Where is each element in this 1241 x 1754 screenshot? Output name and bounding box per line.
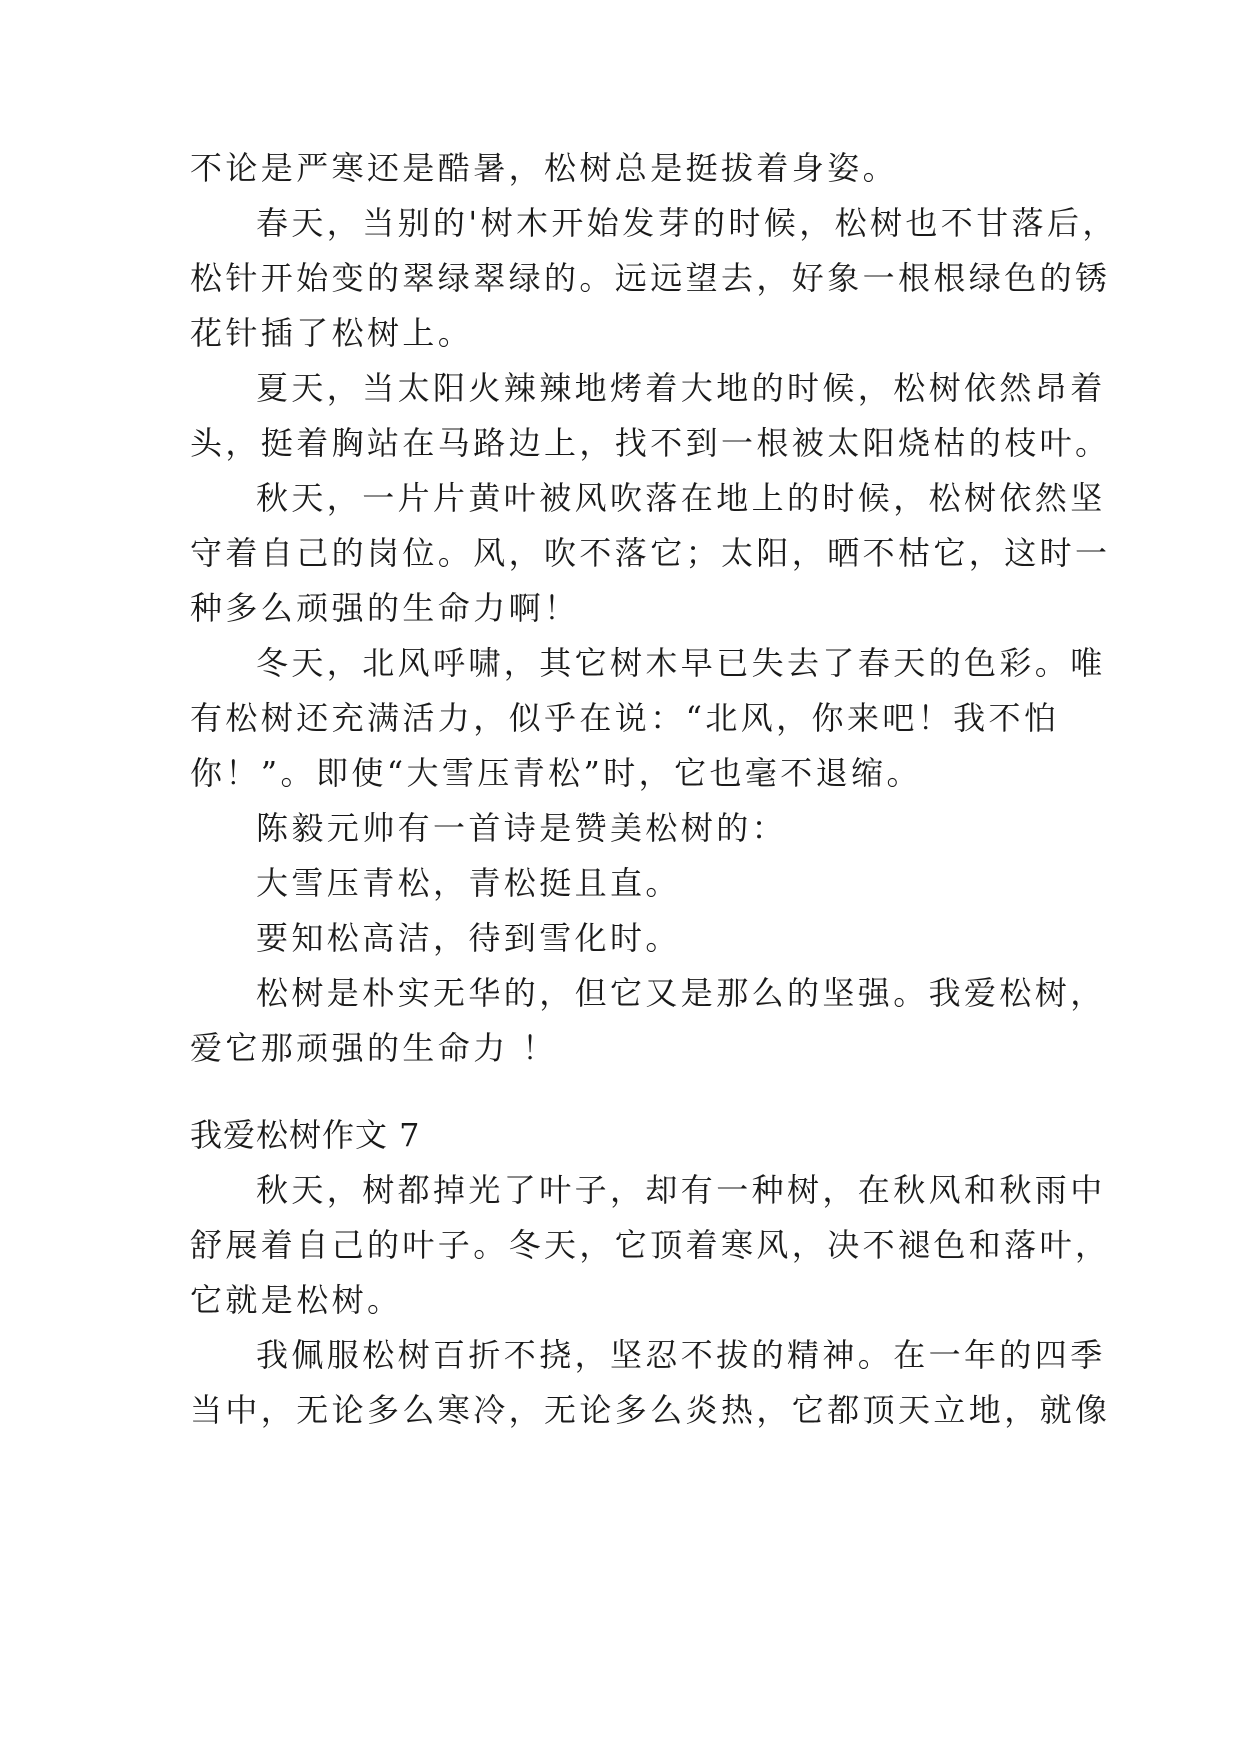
text-line: 秋天，一片片黄叶被风吹落在地上的时候，松树依然坚 [256, 479, 1106, 517]
text-line: 要知松高洁，待到雪化时。 [256, 919, 681, 957]
text-line: 我佩服松树百折不挠，坚忍不拔的精神。在一年的四季 [256, 1336, 1106, 1374]
text-line: 松树是朴实无华的，但它又是那么的坚强。我爱松树， [256, 974, 1106, 1012]
text-line: 冬天，北风呼啸，其它树木早已失去了春天的色彩。唯 [256, 644, 1106, 682]
text-line: 秋天，树都掉光了叶子，却有一种树，在秋风和秋雨中 [256, 1171, 1106, 1209]
text-line: 头，挺着胸站在马路边上，找不到一根被太阳烧枯的枝叶。 [190, 424, 1111, 462]
text-line: 夏天，当太阳火辣辣地烤着大地的时候，松树依然昂着 [256, 369, 1106, 407]
text-line: 守着自己的岗位。风，吹不落它；太阳，晒不枯它，这时一 [190, 534, 1111, 572]
text-line: 舒展着自己的叶子。冬天，它顶着寒风，决不褪色和落叶， [190, 1226, 1111, 1264]
text-line: 有松树还充满活力，似乎在说：“北风，你来吧！我不怕 [190, 699, 1060, 737]
text-line: 春天，当别的'树木开始发芽的时候，松树也不甘落后， [256, 204, 1118, 242]
text-line: 大雪压青松，青松挺且直。 [256, 864, 681, 902]
text-line: 当中，无论多么寒冷，无论多么炎热，它都顶天立地，就像 [190, 1391, 1111, 1429]
section-title: 我爱松树作文 7 [190, 1116, 421, 1154]
text-line: 松针开始变的翠绿翠绿的。远远望去，好象一根根绿色的锈 [190, 259, 1111, 297]
text-line: 爱它那顽强的生命力 ！ [190, 1029, 558, 1067]
text-line: 你！”。即使“大雪压青松”时，它也毫不退缩。 [190, 754, 922, 792]
text-line: 花针插了松树上。 [190, 314, 474, 352]
text-line: 它就是松树。 [190, 1281, 403, 1319]
text-line: 不论是严寒还是酷暑，松树总是挺拔着身姿。 [190, 149, 899, 187]
text-line: 种多么顽强的生命力啊！ [190, 589, 580, 627]
text-line: 陈毅元帅有一首诗是赞美松树的： [256, 809, 788, 847]
